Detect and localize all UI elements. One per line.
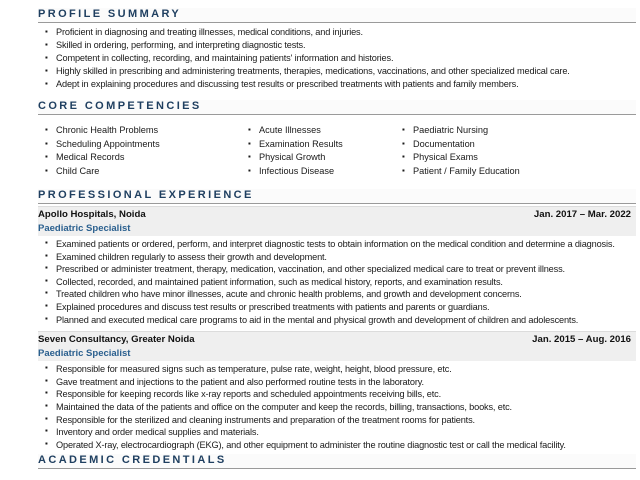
section-core-competencies <box>38 100 636 178</box>
company-date-row <box>38 333 631 347</box>
professional-experience-heading: PROFESSIONAL EXPERIENCE <box>38 189 636 204</box>
job-title: Paediatric Specialist <box>38 223 131 234</box>
competency-item: ▪ Physical Exams <box>395 151 636 165</box>
company-date-row <box>38 208 631 222</box>
competency-item: ▪ Chronic Health Problems <box>38 124 241 138</box>
competency-item: ▪ Scheduling Appointments <box>38 138 241 152</box>
bullet-item: ▪ Treated children who have minor illnesses, acute and chronic health problems, and growth and development concerns. <box>38 288 636 301</box>
company-name: Seven Consultancy, Greater Noida <box>38 334 195 346</box>
job-duties-list <box>38 363 636 451</box>
employment-dates: Jan. 2015 – Aug. 2016 <box>532 334 631 346</box>
job-header-band <box>38 331 636 361</box>
competencies-grid <box>38 124 636 178</box>
bullet-item: ▪ Adept in explaining procedures and discussing test results or prescribed treatments with patients and family members. <box>38 78 636 91</box>
bullet-item: ▪ Responsible for keeping records like x-ray reports and scheduled appointments receiving bills, etc. <box>38 388 636 401</box>
academic-credentials-heading: ACADEMIC CREDENTIALS <box>38 454 636 469</box>
section-profile-summary <box>38 8 636 91</box>
competencies-column-1 <box>38 124 241 178</box>
competency-item: ▪ Physical Growth <box>241 151 395 165</box>
bullet-item: ▪ Inventory and order medical supplies and materials. <box>38 426 636 439</box>
competencies-column-2 <box>241 124 395 178</box>
section-professional-experience <box>38 189 636 451</box>
competency-item: ▪ Child Care <box>38 165 241 179</box>
competency-item: ▪ Paediatric Nursing <box>395 124 636 138</box>
bullet-item: ▪ Operated X-ray, electrocardiograph (EKG), and other equipment to administer the routine diagnostic test or call the medical facility. <box>38 439 636 452</box>
job-header-band <box>38 206 636 236</box>
competency-item: ▪ Infectious Disease <box>241 165 395 179</box>
bullet-item: ▪ Competent in collecting, recording, and maintaining patients' information and histories. <box>38 52 636 65</box>
job-entry-1 <box>38 206 636 326</box>
competencies-column-3 <box>395 124 636 178</box>
bullet-item: ▪ Gave treatment and injections to the patient and also performed routine tests in the laboratory. <box>38 376 636 389</box>
bullet-item: ▪ Explained procedures and discuss test results or prescribed treatments with patients and parents or guardians. <box>38 301 636 314</box>
employment-dates: Jan. 2017 – Mar. 2022 <box>533 209 631 220</box>
company-name: Apollo Hospitals, Noida <box>38 209 146 220</box>
competency-item: ▪ Examination Results <box>241 138 395 152</box>
bullet-item: ▪ Examined patients or ordered, perform, and interpret diagnostic tests to obtain information on the medical condition and determine a diagnosis. <box>38 238 636 251</box>
profile-summary-heading: PROFILE SUMMARY <box>38 8 636 23</box>
job-entry-2 <box>38 331 636 451</box>
competency-item: ▪ Patient / Family Education <box>395 165 636 179</box>
bullet-item: ▪ Proficient in diagnosing and treating illnesses, medical conditions, and injuries. <box>38 26 636 39</box>
bullet-item: ▪ Responsible for the sterilized and cleaning instruments and preparation of the treatment rooms for patients. <box>38 414 636 427</box>
competency-item: ▪ Medical Records <box>38 151 241 165</box>
job-title: Paediatric Specialist <box>38 348 131 360</box>
job-duties-list <box>38 238 636 326</box>
competency-item: ▪ Acute Illnesses <box>241 124 395 138</box>
bullet-item: ▪ Examined children regularly to assess their growth and development. <box>38 251 636 264</box>
bullet-item: ▪ Responsible for measured signs such as temperature, pulse rate, weight, height, blood pressure, etc. <box>38 363 636 376</box>
competency-item: ▪ Documentation <box>395 138 636 152</box>
section-academic-credentials <box>38 454 636 469</box>
bullet-item: ▪ Planned and executed medical care programs to aid in the mental and physical growth and development of children and adolescents. <box>38 314 636 327</box>
bullet-item: ▪ Collected, recorded, and maintained patient information, such as medical history, reports, and examination results. <box>38 276 636 289</box>
bullet-item: ▪ Highly skilled in prescribing and administering treatments, therapies, medications, vaccinations, and other specialized medical care. <box>38 65 636 78</box>
bullet-item: ▪ Skilled in ordering, performing, and interpreting diagnostic tests. <box>38 39 636 52</box>
bullet-item: ▪ Maintained the data of the patients and office on the computer and keep the records, billing, transactions, books, etc. <box>38 401 636 414</box>
bullet-item: ▪ Prescribed or administer treatment, therapy, medication, vaccination, and other specialized medical care to treat or prevent illness. <box>38 263 636 276</box>
profile-summary-list <box>38 26 636 91</box>
core-competencies-heading: CORE COMPETENCIES <box>38 100 636 115</box>
